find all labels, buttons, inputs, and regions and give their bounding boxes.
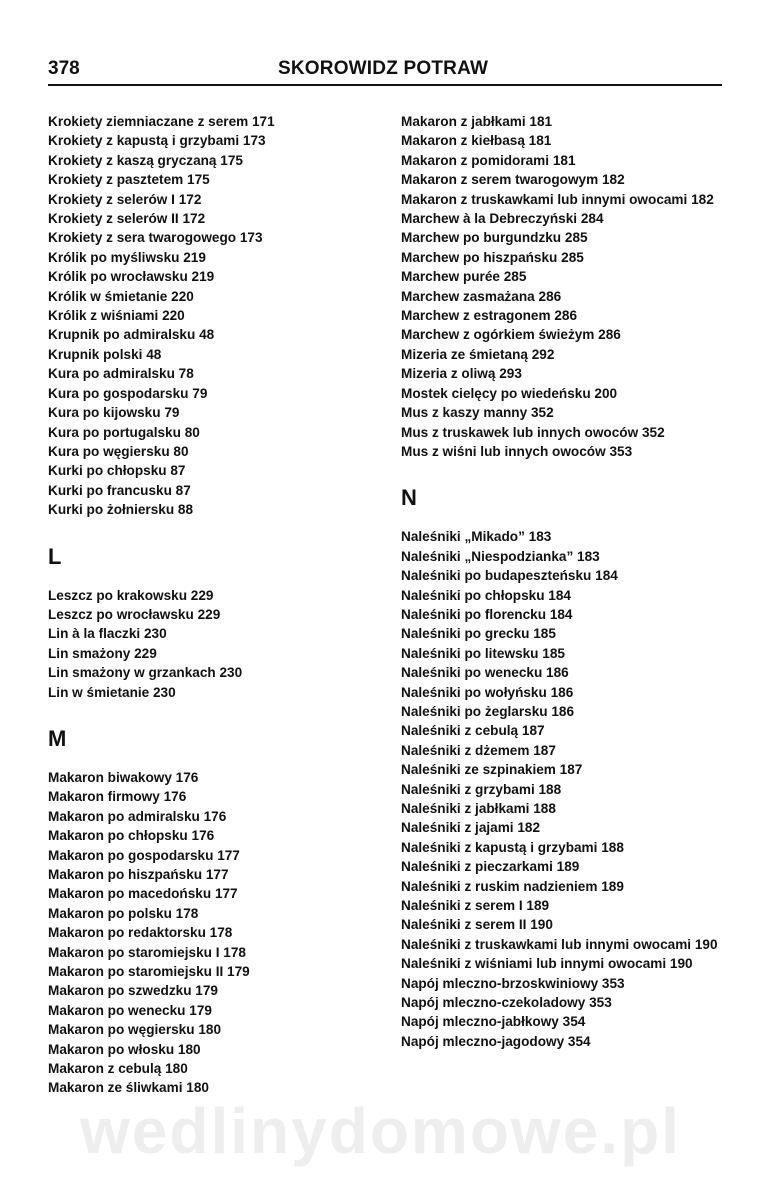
k-entries-list	[48, 112, 368, 520]
index-entry: Kura po węgiersku 80	[48, 443, 189, 459]
index-entry: Naleśniki z jabłkami 188	[401, 801, 556, 816]
n-entries-list	[401, 527, 723, 1051]
index-entry: Naleśniki po litewsku 185	[401, 645, 565, 661]
index-entry: Naleśniki z kapustą i grzybami 188	[401, 839, 624, 855]
index-entry: Makaron z kiełbasą 181	[401, 133, 552, 149]
section-letter-n: N	[401, 485, 417, 511]
page-number: 378	[48, 58, 80, 79]
index-entry: Krokiety z pasztetem 175	[48, 172, 210, 188]
page-header	[48, 58, 722, 86]
index-entry: Królik po wrocławsku 219	[48, 269, 215, 285]
index-entry: Napój mleczno-czekoladowy 353	[401, 995, 612, 1011]
index-entry: Kura po portugalsku 80	[48, 424, 200, 440]
index-entry: Krokiety z sera twarogowego 173	[48, 230, 263, 246]
index-entry: Naleśniki z serem II 190	[401, 917, 553, 933]
index-entry: Naleśniki z ruskim nadzieniem 189	[401, 878, 624, 894]
index-entry: Makaron po wenecku 179	[48, 1002, 212, 1018]
index-entry: Krokiety z selerów I 172	[48, 191, 202, 207]
index-entry: Krokiety ziemniaczane z serem 171	[48, 114, 275, 129]
index-entry: Kurki po francusku 87	[48, 482, 191, 498]
index-entry: Mus z wiśni lub innych owoców 353	[401, 443, 633, 459]
index-entry: Kurki po żołniersku 88	[48, 502, 194, 518]
index-entry: Makaron firmowy 176	[48, 789, 187, 805]
index-entry: Królik w śmietanie 220	[48, 288, 194, 304]
index-entry: Krupnik po admiralsku 48	[48, 327, 215, 343]
index-entry: Naleśniki z jajami 182	[401, 820, 541, 836]
section-letter-l: L	[48, 543, 62, 569]
index-entry: Makaron po chłopsku 176	[48, 828, 215, 844]
header-rule	[48, 84, 722, 86]
index-entry: Naleśniki „Niespodzianka” 183	[401, 548, 600, 564]
index-entry: Leszcz po krakowsku 229	[48, 587, 214, 603]
left-column	[48, 112, 368, 1098]
index-entry: Makaron po gospodarsku 177	[48, 847, 240, 863]
index-entry: Makaron z serem twarogowym 182	[401, 172, 625, 188]
index-entry: Makaron po macedońsku 177	[48, 886, 238, 902]
watermark: wedlinydomowe.pl	[80, 1095, 681, 1167]
index-entry: Królik po myśliwsku 219	[48, 249, 206, 265]
index-entry: Makaron z jabłkami 181	[401, 114, 553, 129]
index-entry: Makaron po redaktorsku 178	[48, 925, 233, 941]
index-entry: Makaron po włosku 180	[48, 1041, 201, 1057]
index-entry: Makaron z cebulą 180	[48, 1061, 188, 1077]
index-entry: Krokiety z kapustą i grzybami 173	[48, 133, 266, 149]
right-column	[401, 112, 723, 1051]
index-entry: Makaron po staromiejsku I 178	[48, 944, 246, 960]
index-entry: Krupnik polski 48	[48, 346, 162, 362]
index-entry: Lin smażony w grzankach 230	[48, 665, 243, 681]
index-entry: Naleśniki z pieczarkami 189	[401, 859, 580, 875]
index-entry: Naleśniki z wiśniami lub innymi owocami 190	[401, 956, 693, 972]
index-entry: Krokiety z selerów II 172	[48, 211, 206, 227]
index-entry: Naleśniki po chłopsku 184	[401, 587, 571, 603]
index-entry: Makaron ze śliwkami 180	[48, 1080, 209, 1096]
index-entry: Lin w śmietanie 230	[48, 684, 176, 700]
index-entry: Makaron po admiralsku 176	[48, 808, 227, 824]
index-entry: Naleśniki z grzybami 188	[401, 781, 562, 797]
running-title: SKOROWIDZ POTRAW	[278, 58, 489, 79]
index-entry: Krokiety z kaszą gryczaną 175	[48, 152, 243, 168]
index-entry: Marchew purée 285	[401, 269, 527, 285]
index-entry: Lin smażony 229	[48, 645, 157, 661]
index-entry: Naleśniki po wenecku 186	[401, 665, 569, 681]
index-entry: Marchew zasmażana 286	[401, 288, 562, 304]
index-entry: Kura po admiralsku 78	[48, 366, 194, 382]
index-entry: Napój mleczno-brzoskwiniowy 353	[401, 975, 625, 991]
index-entry: Kurki po chłopsku 87	[48, 463, 186, 479]
index-entry: Lin à la flaczki 230	[48, 626, 167, 642]
index-entry: Marchew à la Debreczyński 284	[401, 211, 604, 227]
index-entry: Mostek cielęcy po wiedeńsku 200	[401, 385, 618, 401]
section-letter-m: M	[48, 725, 67, 751]
index-entry: Makaron z truskawkami lub innymi owocami 182	[401, 191, 714, 207]
index-entry: Naleśniki z truskawkami lub innymi owocami 190	[401, 936, 718, 952]
index-entry: Makaron po węgiersku 180	[48, 1022, 222, 1038]
index-entry: Makaron po polsku 178	[48, 905, 199, 921]
index-entry: Naleśniki po florencku 184	[401, 606, 573, 622]
index-entry: Leszcz po wrocławsku 229	[48, 606, 221, 622]
index-entry: Naleśniki po budapeszteńsku 184	[401, 568, 618, 584]
index-entry: Naleśniki po żeglarsku 186	[401, 703, 575, 719]
index-entry: Kura po gospodarsku 79	[48, 385, 208, 401]
index-entry: Kura po kijowsku 79	[48, 405, 180, 421]
index-entry: Napój mleczno-jagodowy 354	[401, 1033, 591, 1049]
index-entry: Makaron po staromiejsku II 179	[48, 964, 250, 980]
index-entry: Naleśniki ze szpinakiem 187	[401, 762, 583, 778]
index-entry: Marchew po burgundzku 285	[401, 230, 588, 246]
index-entry: Mus z kaszy manny 352	[401, 405, 554, 421]
m-entries-list	[48, 768, 368, 1098]
index-entry: Makaron biwakowy 176	[48, 769, 199, 785]
index-entry: Królik z wiśniami 220	[48, 308, 185, 324]
index-entry: Makaron po hiszpańsku 177	[48, 867, 229, 882]
index-entry: Naleśniki z serem I 189	[401, 898, 550, 914]
index-entry: Makaron z pomidorami 181	[401, 152, 576, 168]
index-entry: Napój mleczno-jabłkowy 354	[401, 1014, 586, 1030]
index-entry: Mizeria z oliwą 293	[401, 366, 522, 382]
index-entry: Naleśniki „Mikado” 183	[401, 529, 552, 545]
index-entry: Marchew po hiszpańsku 285	[401, 249, 584, 265]
index-entry: Mizeria ze śmietaną 292	[401, 346, 555, 362]
index-entry: Marchew z ogórkiem świeżym 286	[401, 327, 621, 343]
index-entry: Mus z truskawek lub innych owoców 352	[401, 424, 665, 440]
index-entry: Naleśniki po grecku 185	[401, 626, 556, 642]
m-entries-list	[401, 112, 723, 461]
index-entry: Naleśniki po wołyńsku 186	[401, 684, 574, 700]
l-entries-list	[48, 586, 368, 702]
index-entry: Naleśniki z dżemem 187	[401, 742, 556, 758]
index-entry: Marchew z estragonem 286	[401, 308, 578, 324]
index-entry: Naleśniki z cebulą 187	[401, 723, 545, 739]
index-entry: Makaron po szwedzku 179	[48, 983, 218, 999]
